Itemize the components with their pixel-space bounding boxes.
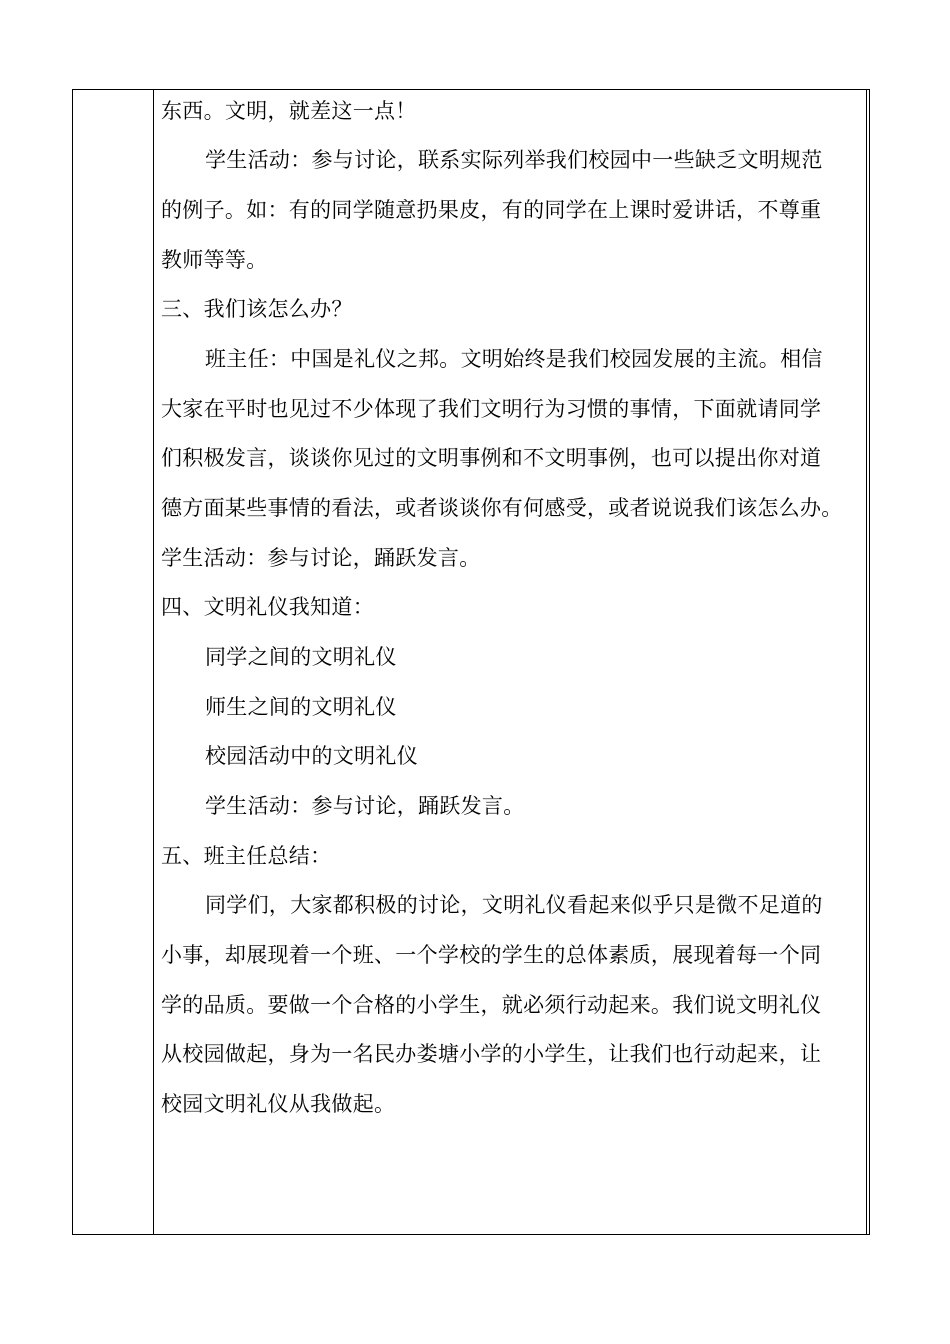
text-line: 同学们，大家都积极的讨论，文明礼仪看起来似乎只是微不足道的 xyxy=(205,893,823,917)
left-column-cell xyxy=(73,90,154,1234)
text-line: 大家在平时也见过不少体现了我们文明行为习惯的事情，下面就请同学 xyxy=(161,397,822,421)
text-line: 德方面某些事情的看法，或者谈谈你有何感受，或者说说我们该怎么办。 xyxy=(161,496,843,520)
text-line: 的例子。如：有的同学随意扔果皮，有的同学在上课时爱讲话，不尊重 xyxy=(161,198,822,222)
text-line: 班主任：中国是礼仪之邦。文明始终是我们校园发展的主流。相信 xyxy=(205,347,823,371)
text-line: 学生活动：参与讨论，联系实际列举我们校园中一些缺乏文明规范 xyxy=(205,148,823,172)
list-item: 师生之间的文明礼仪 xyxy=(205,695,397,719)
lesson-plan-table xyxy=(72,89,870,1235)
text-line: 学的品质。要做一个合格的小学生，就必须行动起来。我们说文明礼仪 xyxy=(161,993,822,1017)
text-line: 小事，却展现着一个班、一个学校的学生的总体素质，展现着每一个同 xyxy=(161,943,822,967)
text-line: 从校园做起，身为一名民办娄塘小学的小学生，让我们也行动起来，让 xyxy=(161,1042,822,1066)
section-heading: 四、文明礼仪我知道： xyxy=(161,595,374,619)
text-line: 们积极发言，谈谈你见过的文明事例和不文明事例，也可以提出你对道 xyxy=(161,446,822,470)
text-line: 教师等等。 xyxy=(161,248,268,272)
section-heading: 三、我们该怎么办？ xyxy=(161,297,353,321)
text-line: 学生活动：参与讨论，踊跃发言。 xyxy=(205,794,525,818)
list-item: 同学之间的文明礼仪 xyxy=(205,645,397,669)
section-heading: 五、班主任总结： xyxy=(161,844,332,868)
text-line: 东西。文明，就差这一点！ xyxy=(161,99,417,123)
list-item: 校园活动中的文明礼仪 xyxy=(205,744,418,768)
text-line: 学生活动：参与讨论，踊跃发言。 xyxy=(161,546,481,570)
text-line: 校园文明礼仪从我做起。 xyxy=(161,1092,396,1116)
